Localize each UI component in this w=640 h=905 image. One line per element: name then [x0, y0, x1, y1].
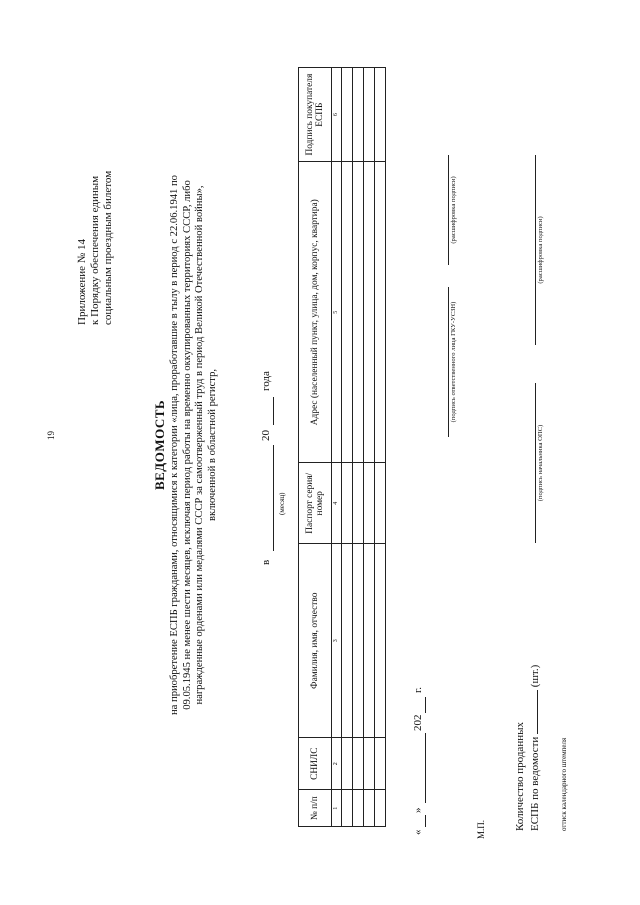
appendix-note	[76, 85, 115, 325]
table-cell[interactable]	[353, 544, 364, 738]
header-number: № п/п	[299, 790, 332, 827]
signature-line[interactable]	[448, 287, 449, 437]
year-field[interactable]	[273, 397, 274, 425]
gku-decoding-caption: (расшифровка подписи)	[450, 176, 457, 244]
table-row	[353, 68, 364, 827]
column-number: 3	[332, 544, 342, 738]
table-cell[interactable]	[375, 544, 386, 738]
quantity-line-2	[527, 591, 542, 831]
table-cell[interactable]	[353, 738, 364, 790]
quantity-block	[514, 591, 541, 831]
table-cell[interactable]	[364, 463, 375, 544]
quantity-unit: (шт.)	[528, 664, 541, 688]
table-cell[interactable]	[375, 790, 386, 827]
title-block	[152, 165, 219, 725]
column-number: 5	[332, 162, 342, 463]
stamp-note: оттиск календарного штемпеля	[560, 737, 568, 831]
ops-decoding	[535, 155, 544, 345]
quantity-field[interactable]	[527, 690, 538, 734]
page-number: 19	[46, 431, 56, 440]
table-cell[interactable]	[342, 463, 353, 544]
table-cell[interactable]	[353, 68, 364, 162]
header-signature: Подпись покупателя ЕСПБ	[299, 68, 332, 162]
table-cell[interactable]	[364, 162, 375, 463]
ops-decoding-caption: (расшифровка подписи)	[537, 216, 544, 284]
month-hint: (месяц)	[278, 492, 286, 515]
document-title: ВЕДОМОСТЬ	[152, 399, 167, 491]
header-address: Адрес (населенный пункт, улица, дом, корпус, квартира)	[299, 162, 332, 463]
month-date-field[interactable]	[425, 733, 426, 803]
subtitle-line-4: включенной в областной регистр,	[206, 368, 218, 522]
column-number: 4	[332, 463, 342, 544]
year-label: года	[260, 371, 272, 391]
table-cell[interactable]	[364, 738, 375, 790]
table-cell[interactable]	[353, 162, 364, 463]
table-cell[interactable]	[353, 463, 364, 544]
table-cell[interactable]	[364, 68, 375, 162]
date-line	[412, 665, 432, 835]
table-cell[interactable]	[342, 544, 353, 738]
table-row	[364, 68, 375, 827]
subtitle-line-1: на приобретение ЕСПБ гражданами, относящимися к категории «лица, проработавшие в тылу в период с 22.06.1941 по	[169, 175, 180, 715]
appendix-line-3: социальным проездным билетом	[102, 170, 114, 325]
day-field[interactable]	[425, 815, 426, 827]
table-cell[interactable]	[342, 738, 353, 790]
signature-line[interactable]	[535, 155, 536, 345]
year-suffix: г.	[412, 686, 424, 693]
table-cell[interactable]	[375, 68, 386, 162]
subtitle-line-3: награжденные орденами или медалями СССР за самоотверженный труд в период Великой Отечественной войны»,	[194, 185, 206, 705]
table-cell[interactable]	[342, 790, 353, 827]
year-date-field[interactable]	[425, 697, 426, 713]
signature-line[interactable]	[448, 155, 449, 265]
ops-signature	[535, 383, 544, 543]
date-close-quote: »	[412, 807, 424, 813]
table-cell[interactable]	[364, 544, 375, 738]
appendix-line-1: Приложение № 14	[76, 238, 88, 325]
appendix-line-2: к Порядку обеспечения единым	[89, 175, 101, 325]
table-row	[375, 68, 386, 827]
header-full-name: Фамилия, имя, отчество	[299, 544, 332, 738]
header-snils: СНИЛС	[299, 738, 332, 790]
table-cell[interactable]	[375, 738, 386, 790]
column-number: 2	[332, 738, 342, 790]
gku-signature	[448, 287, 457, 437]
table-cell[interactable]	[353, 790, 364, 827]
table-row	[342, 68, 353, 827]
date-open-quote: «	[412, 829, 424, 835]
column-number-row	[332, 68, 342, 827]
ops-signature-caption: (подпись начальника ОПС)	[537, 424, 544, 502]
gku-signature-caption: (подпись ответственного лица ГКУ-УСЗН)	[450, 301, 457, 423]
month-field[interactable]	[273, 445, 274, 551]
signature-line[interactable]	[535, 383, 536, 543]
table-cell[interactable]	[364, 790, 375, 827]
quantity-line-1: Количество проданных	[514, 722, 526, 831]
registry-table	[298, 67, 386, 827]
gku-decoding	[448, 155, 457, 265]
stamp-place: М.П.	[476, 819, 486, 839]
document-subtitle	[169, 165, 219, 725]
table-cell[interactable]	[342, 162, 353, 463]
period-prefix: в	[260, 559, 272, 565]
century-label: 20	[260, 430, 272, 441]
header-passport: Паспорт серия/номер	[299, 463, 332, 544]
column-number: 1	[332, 790, 342, 827]
table-header-row	[299, 68, 332, 827]
table-cell[interactable]	[375, 162, 386, 463]
column-number: 6	[332, 68, 342, 162]
period-line	[260, 235, 290, 565]
year-prefix: 202	[412, 714, 424, 731]
quantity-label: ЕСПБ по ведомости	[528, 736, 541, 831]
subtitle-line-2: 09.05.1945 не менее шести месяцев, исключая период работы на временно оккупированных территориях СССР, либо	[181, 180, 193, 710]
table-cell[interactable]	[342, 68, 353, 162]
table-cell[interactable]	[375, 463, 386, 544]
